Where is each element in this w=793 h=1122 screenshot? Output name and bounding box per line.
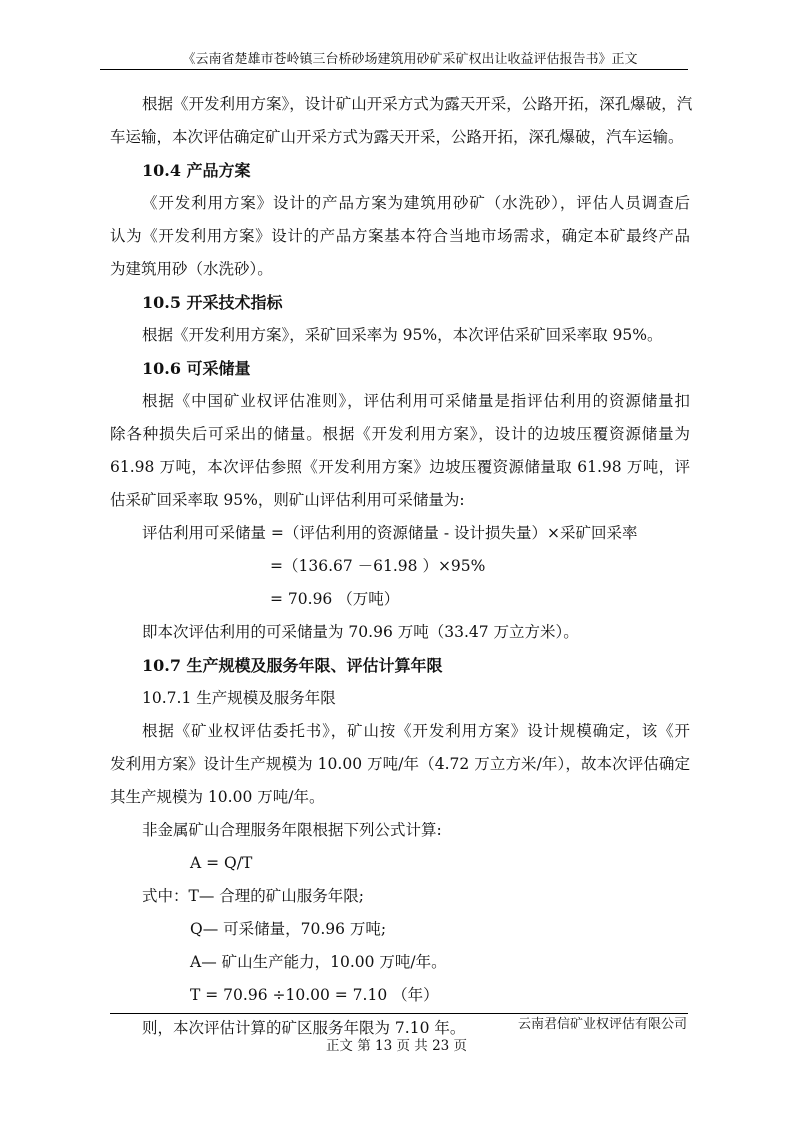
paragraph-production-scale: 根据《矿业权评估委托书》，矿山按《开发利用方案》设计规模确定，该《开 (142, 722, 690, 740)
paragraph-product-plan-cont: 认为《开发利用方案》设计的产品方案基本符合当地市场需求，确定本矿最终产品 (110, 227, 690, 245)
footer-divider (110, 1013, 688, 1014)
formula-variable-a: A— 矿山生产能力，10.00 万吨/年。 (190, 953, 447, 971)
paragraph-mining-method: 根据《开发利用方案》，设计矿山开采方式为露天开采，公路开拓，深孔爆破，汽 (142, 95, 693, 113)
document-body (110, 88, 693, 1045)
paragraph-product-plan: 《开发利用方案》设计的产品方案为建筑用砂矿（水洗砂），评估人员调查后 (142, 194, 690, 212)
header-divider (100, 69, 688, 70)
section-heading-10-6: 10.6 可采储量 (142, 359, 251, 378)
paragraph-mining-method-cont: 车运输，本次评估确定矿山开采方式为露天开采，公路开拓，深孔爆破，汽车运输。 (110, 128, 684, 146)
section-heading-10-5: 10.5 开采技术指标 (142, 293, 283, 312)
paragraph-service-life-intro: 非金属矿山合理服务年限根据下列公式计算: (142, 821, 442, 839)
subsection-heading-10-7-1: 10.7.1 生产规模及服务年限 (142, 689, 336, 707)
paragraph-recoverable-reserves-cont: 除各种损失后可采出的储量。根据《开发利用方案》，设计的边坡压覆资源储量为 (110, 425, 690, 443)
formula-service-life-calc: T = 70.96 ÷10.00 = 7.10 （年） (190, 986, 439, 1004)
equation-reserves-definition: 评估利用可采储量 =（评估利用的资源储量 - 设计损失量）×采矿回采率 (142, 524, 638, 542)
paragraph-recoverable-reserves: 根据《中国矿业权评估准则》，评估利用可采储量是指评估利用的资源储量扣 (142, 392, 690, 410)
section-heading-10-7: 10.7 生产规模及服务年限、评估计算年限 (142, 656, 443, 675)
paragraph-recoverable-reserves-end: 估采矿回采率取 95%，则矿山评估利用可采储量为: (110, 491, 465, 509)
paragraph-production-scale-end: 其生产规模为 10.00 万吨/年。 (110, 788, 325, 806)
formula-variable-t: 式中：T— 合理的矿山服务年限; (142, 887, 364, 905)
paragraph-service-life-conclusion: 则，本次评估计算的矿区服务年限为 7.10 年。 (142, 1019, 466, 1037)
page-number: 正文 第 13 页 共 23 页 (325, 1038, 468, 1054)
paragraph-recovery-rate: 根据《开发利用方案》，采矿回采率为 95%，本次评估采矿回采率取 95%。 (142, 326, 663, 344)
paragraph-reserves-conclusion: 即本次评估利用的可采储量为 70.96 万吨（33.47 万立方米）。 (142, 623, 579, 641)
footer-company-name: 云南君信矿业权评估有限公司 (517, 1017, 687, 1032)
formula-variable-q: Q— 可采储量，70.96 万吨; (190, 920, 387, 938)
section-heading-10-4: 10.4 产品方案 (142, 161, 251, 180)
running-header-title: 《云南省楚雄市苍岭镇三台桥砂场建筑用砂矿采矿权出让收益评估报告书》正文 (182, 52, 638, 67)
paragraph-production-scale-cont: 发利用方案》设计生产规模为 10.00 万吨/年（4.72 万立方米/年），故本次评估确定 (110, 755, 690, 773)
paragraph-recoverable-reserves-cont2: 61.98 万吨，本次评估参照《开发利用方案》边坡压覆资源储量取 61.98 万吨，评 (110, 458, 690, 476)
formula-service-life: A = Q/T (190, 854, 253, 872)
paragraph-product-plan-end: 为建筑用砂（水洗砂）。 (110, 260, 273, 278)
equation-reserves-result: = 70.96 （万吨） (270, 590, 400, 608)
equation-reserves-substitution: =（136.67 －61.98 ）×95% (270, 557, 486, 575)
